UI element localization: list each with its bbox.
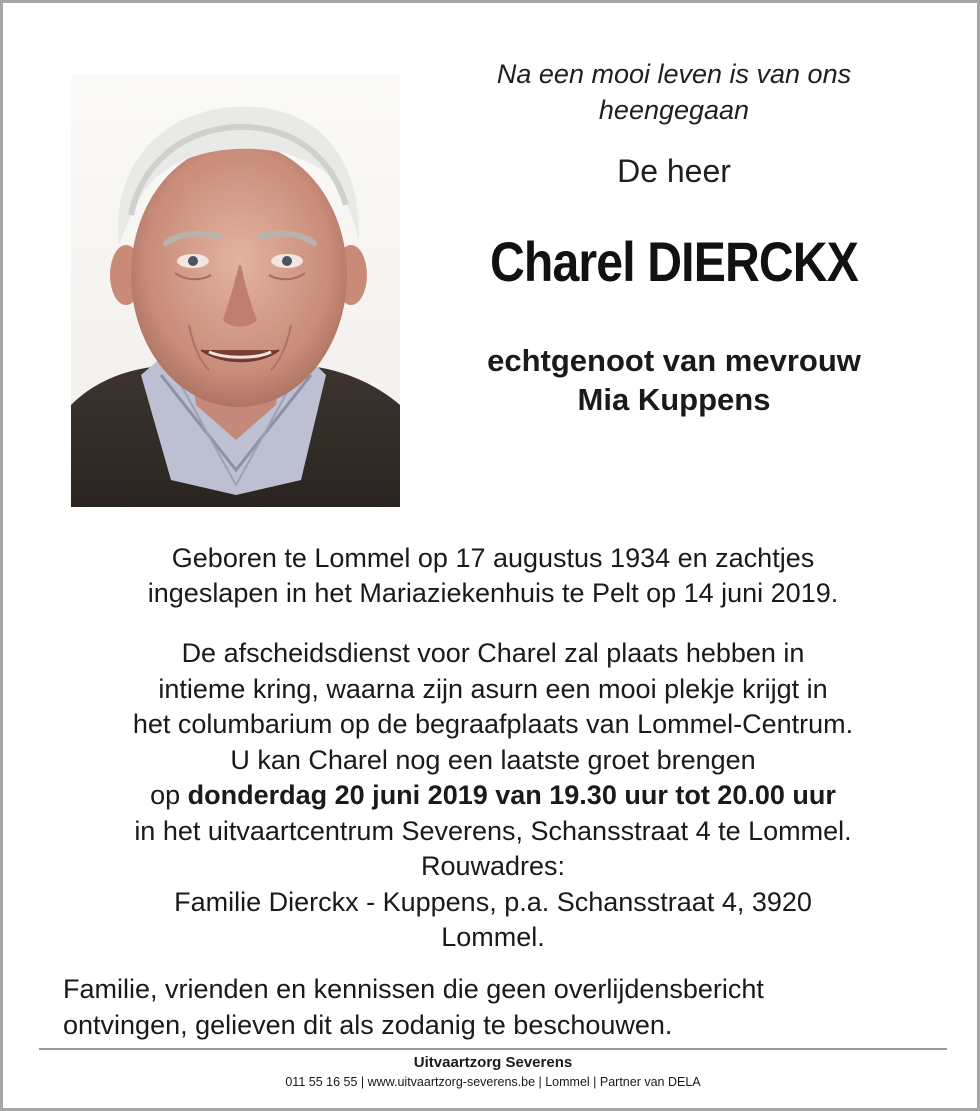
intro-line-1: Na een mooi leven is van ons: [496, 59, 852, 89]
spouse-line-2: Mia Kuppens: [577, 382, 771, 417]
service-date-prefix: op: [150, 780, 188, 810]
closing-notice: [63, 972, 943, 1043]
service-date-time: donderdag 20 juni 2019 van 19.30 uur tot 20.00 uur: [187, 780, 836, 810]
birth-death-text: [43, 541, 943, 611]
service-line-2: intieme kring, waarna zijn asurn een mooi plekje krijgt in: [158, 673, 828, 704]
funeral-home-name: Uitvaartzorg Severens: [413, 1054, 573, 1071]
funeral-home-contact: 011 55 16 55 | www.uitvaartzorg-severens.be | Lommel | Partner van DELA: [285, 1075, 701, 1089]
footer-divider: [39, 1048, 947, 1050]
deceased-name: Charel DIERCKX: [490, 230, 858, 293]
service-line-6: in het uitvaartcentrum Severens, Schansstraat 4 te Lommel.: [134, 815, 852, 846]
service-line-5: [43, 778, 943, 814]
portrait-photo: [71, 75, 400, 507]
spouse-line-1: echtgenoot van mevrouw: [487, 343, 861, 378]
service-line-1: De afscheidsdienst voor Charel zal plaats hebben in: [181, 638, 805, 668]
service-line-3: het columbarium op de begraafplaats van Lommel-Centrum.: [132, 709, 854, 739]
birth-line-2: ingeslapen in het Mariaziekenhuis te Pelt op 14 juni 2019.: [147, 578, 839, 608]
honorific: De heer: [617, 153, 731, 189]
intro-line-2: heengegaan: [598, 95, 750, 125]
service-line-4: U kan Charel nog een laatste groet brengen: [230, 744, 756, 775]
spouse-text: [443, 341, 905, 419]
closing-line-2: ontvingen, gelieven dit als zodanig te beschouwen.: [63, 1009, 673, 1040]
address-line-1: Familie Dierckx - Kuppens, p.a. Schansstraat 4, 3920: [174, 886, 812, 917]
closing-line-1: Familie, vrienden en kennissen die geen overlijdensbericht: [63, 974, 764, 1004]
address-label: Rouwadres:: [420, 851, 566, 881]
intro-text: [443, 56, 905, 128]
address-line-2: Lommel.: [441, 922, 545, 952]
service-text: [43, 636, 943, 956]
birth-line-1: Geboren te Lommel op 17 augustus 1934 en zachtjes: [171, 543, 815, 573]
